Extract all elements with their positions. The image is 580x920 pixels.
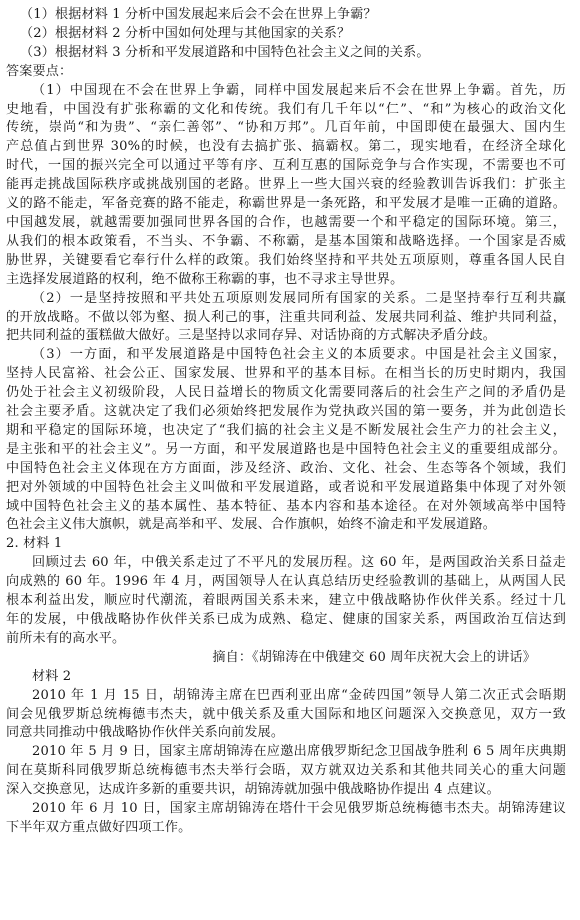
material-1 (6, 554, 566, 667)
material-2-line: 同意共同推动中俄战略协作伙伴关系向前发展。 (6, 725, 285, 741)
answer-1-line: 从我们的根本政策看，不当头、不争霸、不称霸，是基本国策和战略选择。一个国家是否威 (6, 233, 566, 249)
answer-1-line: 义的路不能走，军备竞赛的路不能走，称霸世界是一条死路，和平发展才是唯一正确的道路。 (6, 196, 566, 212)
answer-1-line: 时代，一国的振兴完全可以通过平等有序、互利互惠的国际竞争与合作实现，不需要也不可 (6, 158, 566, 174)
answer-2-line: 的开放战略。不做以邻为壑、损人利己的事，注重共同利益、发展共同利益、维护共同利益， (6, 309, 566, 325)
answer-3-line: 域中国特色社会主义的基本属性、基本特征、基本内容和基本途径。在对外领域高举中国特 (6, 498, 566, 514)
material-2-line: 深入交换意见，达成许多新的重要共识，胡锦涛就加强中俄战略协作提出 4 点建议。 (6, 782, 500, 798)
answer-1-line: 产总值占到世界 30%的时候，也没有去搞扩张、搞霸权。第二，现实地看，在经济全球化 (6, 139, 566, 155)
answer-3-line: 把对外领域的中国特色社会主义叫做和平发展道路，或者说和平发展道路集中体现了对外领 (6, 479, 566, 495)
question-1: （1）根据材料 1 分析中国发展起来后会不会在世界上争霸？ (20, 7, 377, 22)
material-2 (6, 687, 566, 838)
answer-3-line: 期和平稳定的国际环境，也决定了“我们搞的社会主义是不断发展社会生产力的社会主义， (6, 422, 566, 438)
answer-1-line: 主选择发展道路的权利，绝不做称王称霸的事，也不寻求主导世界。 (6, 271, 404, 287)
answer-3-line: 坚持人民富裕、社会公正、国家发展、世界和平的基本目标。在相当长的历史时期内，我国 (6, 366, 566, 382)
answer-1-line: 中国越发展，就越需要加强同世界各国的合作，也越需要一个和平稳定的国际环境。第三， (6, 214, 566, 230)
material-1-line: 向成熟的 60 年。1996 年 4 月，两国领导人在认真总结历史经验教训的基础上，从两国人民 (6, 574, 566, 590)
material-2-line: 2010 年 1 月 15 日，胡锦涛主席在巴西利亚出席“金砖四国”领导人第二次正式会晤期 (32, 687, 566, 703)
material-1-caption: 摘自：《胡锦涛在中俄建交 60 周年庆祝大会上的讲话》 (212, 649, 536, 665)
question-3: （3）根据材料 3 分析和平发展道路和中国特色社会主义之间的关系。 (20, 44, 430, 60)
material-2-label: 材料 2 (32, 668, 72, 684)
question-list (6, 6, 566, 63)
section-label: 2. 材料 1 (6, 536, 63, 552)
answer-1-line: 传统，崇尚“和为贵”、“亲仁善邻”、“协和万邦”。几百年前，中国即使在最强大、国内生 (6, 120, 566, 136)
material-1-line: 年的发展，中俄战略协作伙伴关系已成为成熟、稳定、健康的国家关系，两国政治互信达到 (6, 612, 566, 627)
answer-1 (6, 82, 566, 290)
answer-1-line: 胁世界，关键要看它奉行什么样的政策。我们始终坚持和平共处五项原则，尊重各国人民自 (6, 252, 566, 268)
answer-3-line: 仍处于社会主义初级阶段，人民日益增长的物质文化需要同落后的社会生产之间的矛盾仍是 (6, 385, 566, 401)
answer-1-line: 史地看，中国没有扩张称霸的文化和传统。我们有几千年以“仁”、“和”为核心的政治文化 (6, 101, 566, 117)
material-2-line: 间会见俄罗斯总统梅德韦杰夫，就中俄关系及重大国际和地区问题深入交换意见，双方一致 (6, 706, 566, 722)
answer-3-line: 中国特色社会主义体现在方方面面，涉及经济、政治、文化、社会、生态等各个领域，我们 (6, 460, 566, 476)
answer-1-line: 能再走挑战国际秩序或挑战别国的老路。世界上一些大国兴衰的经验教训告诉我们：扩张主 (6, 177, 566, 193)
answer-heading: 答案要点： (6, 63, 73, 79)
material-1-line: 回顾过去 60 年，中俄关系走过了不平凡的发展历程。这 60 年，是两国政治关系日益走 (32, 555, 566, 571)
answer-2-line: 把共同利益的蛋糕做大做好。三是坚持以求同存异、对话协商的方式解决矛盾分歧。 (6, 328, 497, 344)
answer-3-line: 是主张和平的社会主义”。另一方面，和平发展道路也是中国特色社会主义的重要组成部分。 (6, 441, 566, 457)
answer-2 (6, 290, 566, 347)
answer-1-line: （1）中国现在不会在世界上争霸，同样中国发展起来后不会在世界上争霸。首先，历 (32, 82, 566, 98)
material-1-line: 前所未有的高水平。 (6, 630, 126, 646)
answer-3 (6, 346, 566, 535)
material-2-line: 间在莫斯科同俄罗斯总统梅德韦杰夫举行会晤，双方就双边关系和其他共同关心的重大问题 (6, 763, 566, 779)
answer-3-line: 色社会主义伟大旗帜，就是高举和平、发展、合作旗帜，始终不渝走和平发展道路。 (6, 517, 497, 533)
material-2-line: 2010 年 6 月 10 日，国家主席胡锦涛在塔什干会见俄罗斯总统梅德韦杰夫。胡锦涛建议 (32, 801, 566, 817)
material-2-line: 下半年双方重点做好四项工作。 (6, 819, 192, 835)
answer-3-line: 社会主要矛盾。这就决定了我们必须始终把发展作为党执政兴国的第一要务，并为此创造长 (6, 404, 566, 420)
material-2-line: 2010 年 5 月 9 日，国家主席胡锦涛在应邀出席俄罗斯纪念卫国战争胜利 6 5 周年庆典期 (32, 744, 566, 760)
material-1-line: 根本利益出发，顺应时代潮流，着眼两国关系未来，建立中俄战略协作伙伴关系。经过十几 (6, 593, 566, 609)
answer-3-line: （3）一方面，和平发展道路是中国特色社会主义的本质要求。中国是社会主义国家， (32, 347, 566, 363)
answer-2-line: （2）一是坚持按照和平共处五项原则发展同所有国家的关系。二是坚持奉行互利共赢 (32, 290, 566, 306)
question-2: （2）根据材料 2 分析中国如何处理与其他国家的关系？ (20, 25, 351, 41)
